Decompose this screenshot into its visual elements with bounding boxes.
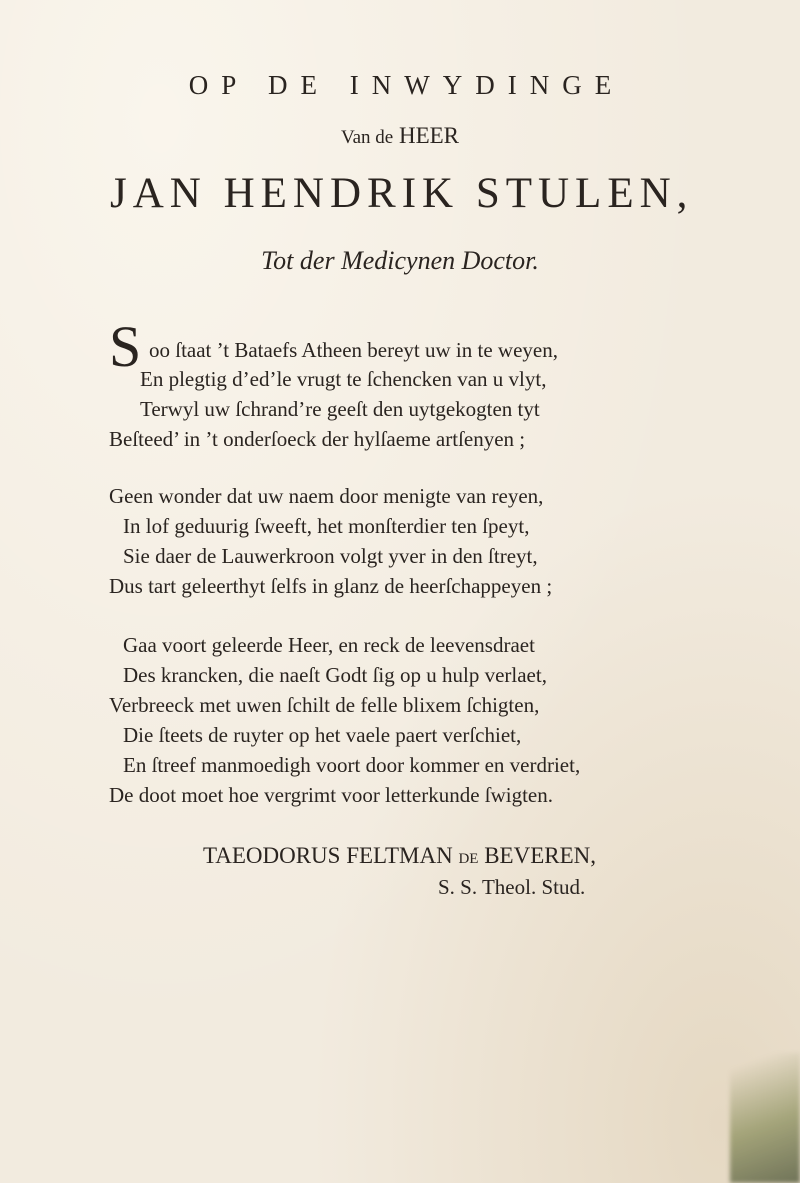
paper-stain <box>730 1053 800 1183</box>
verse-line: Die ſteets de ruyter op het vaele paert verſchiet, <box>123 723 522 747</box>
drop-cap-s: S <box>109 314 142 379</box>
signature-name <box>203 843 596 869</box>
verse-line: oo ſtaat ’t Bataefs Atheen bereyt uw in te weyen, <box>149 338 558 362</box>
signature-name-part1: TAEODORUS FELTMAN <box>203 843 453 868</box>
heading-jan-hendrik-stulen: JAN HENDRIK STULEN, <box>110 170 694 217</box>
heading-op-de-inwydinge: OP DE INWYDINGE <box>188 70 625 100</box>
heading-van-de: Van de <box>340 127 394 148</box>
verse-line: Terwyl uw ſchrand’re geeſt den uytgekogten tyt <box>140 397 540 421</box>
verse-line: In lof geduurig ſweeft, het monſterdier ten ſpeyt, <box>123 514 530 538</box>
signature-name-part3: BEVEREN, <box>484 843 596 868</box>
heading-heer: HEER <box>398 123 460 148</box>
verse-line: Des krancken, die naeſt Godt ſig op u hulp verlaet, <box>123 663 547 687</box>
signature-title: S. S. Theol. Stud. <box>438 875 586 899</box>
signature-name-de: DE <box>458 851 479 867</box>
heading-van-de-heer <box>0 123 800 149</box>
verse-line: Dus tart geleerthyt ſelfs in glanz de heerſchappeyen ; <box>109 574 553 598</box>
verse-line: En plegtig d’ed’le vrugt te ſchencken van u vlyt, <box>140 367 547 391</box>
verse-line: En ſtreef manmoedigh voort door kommer en verdriet, <box>123 753 581 777</box>
verse-line: Beſteed’ in ’t onderſoeck der hylſaeme artſenyen ; <box>109 427 526 451</box>
verse-line: Sie daer de Lauwerkroon volgt yver in den ſtreyt, <box>123 544 538 568</box>
verse-line: Gaa voort geleerde Heer, en reck de leevensdraet <box>123 633 535 657</box>
verse-line: Verbreeck met uwen ſchilt de felle blixem ſchigten, <box>109 693 540 717</box>
heading-medicynen-doctor: Tot der Medicynen Doctor. <box>261 246 539 275</box>
verse-line: Geen wonder dat uw naem door menigte van reyen, <box>109 484 544 508</box>
verse-line: De doot moet hoe vergrimt voor letterkunde ſwigten. <box>109 783 554 807</box>
